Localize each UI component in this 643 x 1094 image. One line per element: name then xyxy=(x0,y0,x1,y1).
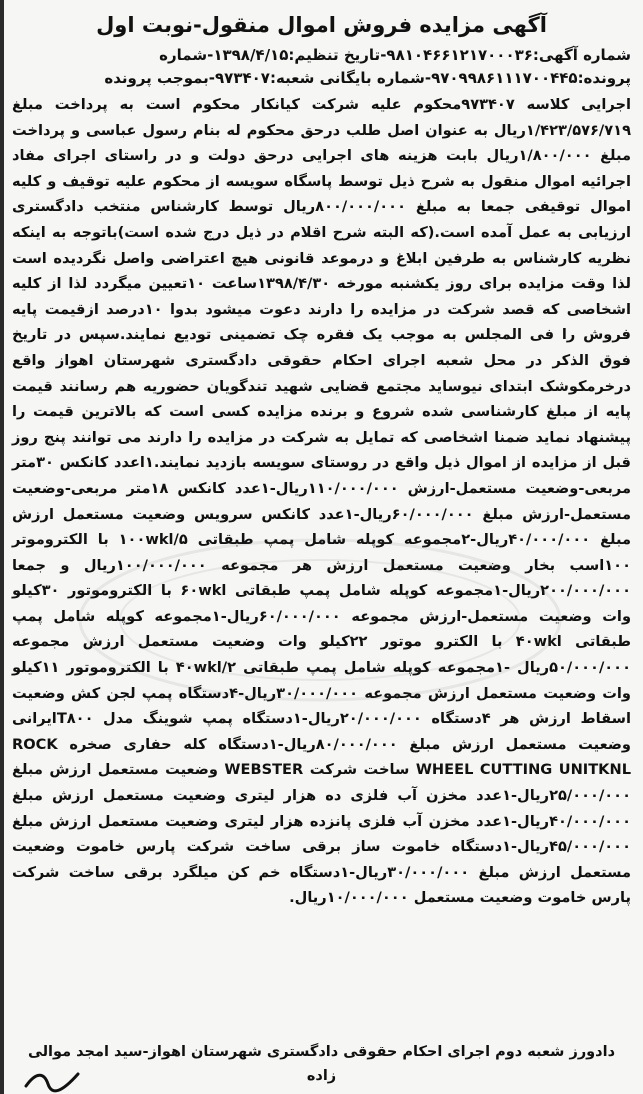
left-edge-shadow xyxy=(0,0,4,1094)
handwritten-mark-icon xyxy=(22,1066,82,1094)
ad-meta-line-2: پرونده:۹۷۰۹۹۸۶۱۱۱۷۰۰۴۴۵-شماره بایگانی شعبه:۹۷۳۴۰۷-بموجب پرونده xyxy=(104,69,631,87)
ad-title: آگهی مزایده فروش اموال منقول-نوبت اول xyxy=(96,13,547,37)
ad-signature: دادورز شعبه دوم اجرای احکام حقوقی دادگستری شهرستان اهواز-سید امجد موالی زاده xyxy=(27,1044,616,1084)
ad-meta-line-1: شماره آگهی:۹۸۱۰۴۶۶۱۲۱۷۰۰۰۳۶-تاریخ تنظیم:۱۳۹۸/۴/۱۵-شماره xyxy=(159,46,631,64)
ad-body: اجرایی کلاسه ۹۷۳۴۰۷محکوم علیه شرکت کیانکار محکوم است به پرداخت مبلغ ۱/۴۲۳/۵۷۶/۷۱۹ریال به عنوان اصل طلب درحق محکوم له بنام رسول عباسی و پرداخت مبلغ ۱/۸۰۰/۰۰۰ریال بابت هزینه های اجرایی درحق دولت و در راستای اجرای مفاد اجرائیه اموال منقول به شرح ذیل توسط پاسگاه سویسه از محکوم علیه توقیف و کلیه اموال توقیفی جمعا به مبلغ ۸۰۰/۰۰۰/۰۰۰ریال توسط کارشناس منتخب دادگستری ارزیابی به عمل آمده است.(که البته شرح اقلام در ذیل درج شده است)باتوجه به اینکه نظریه کارشناس به طرفین ابلاغ و درموعد قانونی هیچ اعتراضی واصل نگردیده است لذا وقت مزایده برای روز یکشنبه مورخه ۱۳۹۸/۴/۳۰ساعت ۱۰تعیین میگردد لذا از کلیه اشخاصی که قصد شرکت در مزایده را دارند دعوت میشود بدوا ۱۰درصد ازقیمت پایه فروش را فی المجلس به موجب یک فقره چک تضمینی تودیع نمایند.سپس در تاریخ فوق الذکر در محل شعبه اجرای احکام حقوقی دادگستری شهرستان اهواز واقع درخرمکوشک ابتدای نیوساید مجتمع قضایی شهید تندگویان حضوریه هم رسانند قیمت پایه از مبلغ کارشناسی شده شروع و برنده مزایده کسی است که بالاترین قیمت را پیشنهاد نماید ضمنا اشخاصی که تمایل به شرکت در مزایده را دارند می توانند پنج روز قبل از مزایده از اموال ذیل واقع در روستای سویسه بازدید نمایند.۱اعدد کانکس ۳۰متر مربعی-وضعیت مستعمل-ارزش ۱۱۰/۰۰۰/۰۰۰ریال-۱عدد کانکس ۱۸متر مربعی-وضعیت مستعمل-ارزش مبلغ ۶۰/۰۰۰/۰۰۰ریال-۱عدد کانکس سرویس وضعیت مستعمل ارزش مبلغ ۴۰/۰۰۰/۰۰۰ریال-۲مجموعه کوپله شامل پمپ طبقاتی ۱۰۰wkl/۵ با الکتروموتر ۱۰۰اسب بخار وضعیت مستعمل ارزش هر مجموعه ۱۰۰/۰۰۰/۰۰۰ریال و جمعا ۲۰۰/۰۰۰/۰۰۰ریال-۱مجموعه کوپله شامل پمپ طبقاتی ۶۰wkl با الکتروموتور ۳۰کیلو وات وضعیت مستعمل-ارزش مجموعه ۶۰/۰۰۰/۰۰۰ریال-۱مجموعه کوپله شامل پمپ طبقاتی ۴۰wkl با الکترو موتور ۲۲کیلو وات وضعیت مستعمل ارزش مجموعه ۵۰/۰۰۰/۰۰۰ریال -۱مجموعه کوپله شامل پمپ طبقاتی ۴۰wkl/۲ با الکتروموتور ۱۱کیلو وات وضعیت مستعمل ارزش مجموعه ۳۰/۰۰۰/۰۰۰ریال-۴دستگاه پمپ لجن کش وضعیت اسقاط ارزش هر ۴دستگاه ۲۰/۰۰۰/۰۰۰ریال-۱دستگاه پمپ شوینگ مدل T۸۰۰ایرانی وضعیت مستعمل ارزش مبلغ ۸۰/۰۰۰/۰۰۰ریال-۱دستگاه کله حفاری صخره ROCK WHEEL CUTTING UNITKNL ساخت شرکت WEBSTER وضعیت مستعمل ارزش مبلغ ۲۵/۰۰۰/۰۰۰ریال-۱عدد مخزن آب فلزی ده هزار لیتری وضعیت مستعمل ارزش مبلغ ۴۰/۰۰۰/۰۰۰ریال-۱عدد مخزن آب فلزی پانزده هزار لیتری وضعیت مستعمل ارزش مبلغ ۴۵/۰۰۰/۰۰۰ریال-۱دستگاه خاموت ساز برقی ساخت شرکت پارس خاموت وضعیت مستعمل ارزش مبلغ ۳۰/۰۰۰/۰۰۰ریال-۱دستگاه خم کن میلگرد برقی ساخت شرکت پارس خاموت وضعیت مستعمل ۱۰/۰۰۰/۰۰۰ریال. xyxy=(12,96,632,907)
